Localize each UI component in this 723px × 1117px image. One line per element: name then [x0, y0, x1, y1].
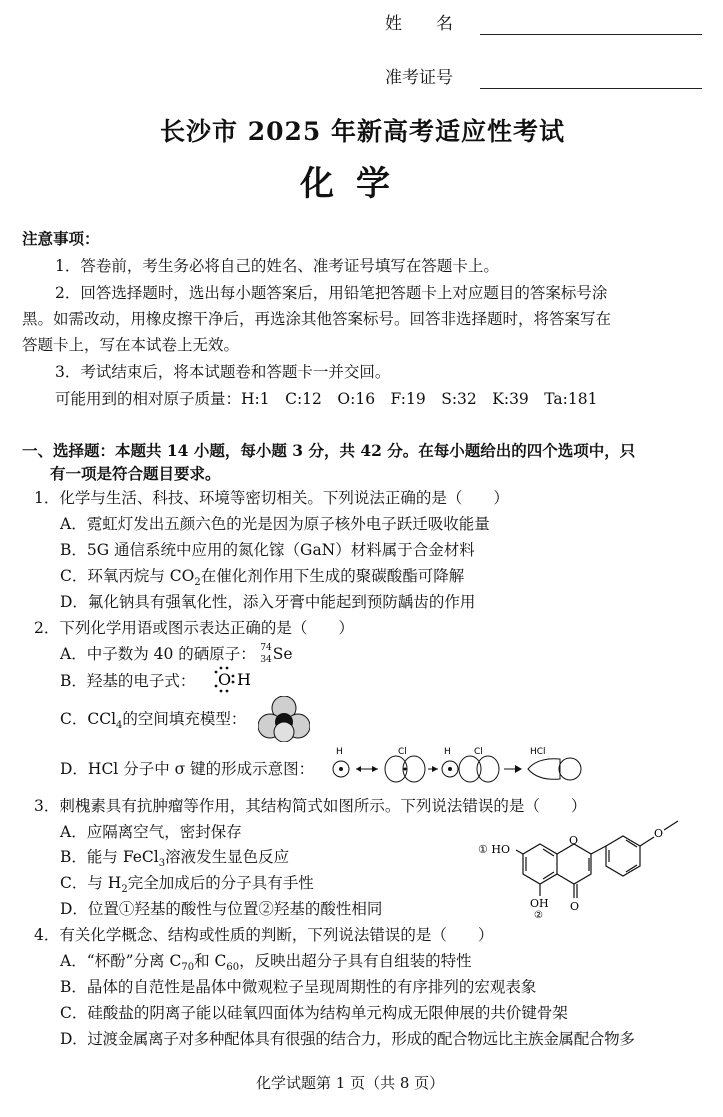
- q4-option-b: B．晶体的自范性是晶体中微观粒子呈现周期性的有序排列的宏观表象: [60, 978, 537, 996]
- note-3: 3．考试结束后，将本试题卷和答题卡一并交回。: [55, 363, 391, 381]
- section-heading-cont: 有一项是符合题目要求。: [50, 464, 221, 483]
- q3-option-b: B．能与 FeCl$_3$溶液发生显色反应: [60, 848, 290, 870]
- svg-text:H: H: [336, 747, 343, 757]
- name-label: 姓 名: [385, 14, 453, 34]
- q1-option-d: D．氟化钠具有强氧化性，添入牙膏中能起到预防龋齿的作用: [60, 593, 476, 611]
- svg-text:②: ②: [534, 910, 543, 920]
- svg-text:H: H: [237, 670, 251, 689]
- svg-text:HCl: HCl: [530, 747, 546, 757]
- q2-option-b: B．羟基的电子式：: [60, 672, 196, 690]
- svg-text:Cl: Cl: [474, 747, 483, 757]
- ccl4-space-filling-model: [258, 696, 310, 742]
- q4-option-a: A．“杯酚”分离 $C_{70}$和 $C_{60}$，反映出超分子具有自组装的特性: [60, 952, 472, 974]
- hydroxyl-electron-formula: [210, 664, 260, 694]
- svg-text:O: O: [570, 900, 580, 913]
- acacetin-structure: [478, 808, 700, 920]
- q1-option-b: B．5G 通信系统中应用的氮化镓（GaN）材料属于合金材料: [60, 541, 475, 559]
- page-footer: 化学试题第 1 页（共 8 页）: [256, 1074, 445, 1092]
- q1-option-a: A．霓虹灯发出五颜六色的光是因为原子核外电子跃迁吸收能量: [60, 515, 490, 533]
- exam-title: 长沙市 2025 年新高考适应性考试: [160, 117, 565, 146]
- id-blank: [480, 88, 702, 89]
- q3-option-c: C．与 $H_2$完全加成后的分子具有手性: [60, 874, 314, 896]
- q4-option-d: D．过渡金属离子对多种配体具有很强的结合力，形成的配合物远比主族金属配合物多: [60, 1030, 635, 1048]
- q3-option-a: A．应隔离空气，密封保存: [60, 823, 242, 841]
- note-2a: 2．回答选择题时，选出每小题答案后，用铅笔把答题卡上对应题目的答案标号涂: [55, 284, 608, 302]
- svg-text:O: O: [569, 834, 579, 847]
- note-1: 1．答卷前，考生务必将自己的姓名、准考证号填写在答题卡上。: [55, 257, 499, 275]
- id-label: 准考证号: [385, 68, 453, 88]
- subject-title: 化学: [300, 164, 412, 204]
- section-heading: 一、选择题：本题共 14 小题，每小题 3 分，共 42 分。在每小题给出的四个选项中，只: [22, 441, 636, 460]
- svg-text:O: O: [654, 827, 664, 840]
- note-2b: 黑。如需改动，用橡皮擦干净后，再选涂其他答案标号。回答非选择题时，将答案写在: [22, 310, 612, 328]
- q3-stem: 3．刺槐素具有抗肿瘤等作用，其结构简式如图所示。下列说法错误的是（ ）: [34, 797, 587, 815]
- q1-option-c: C．环氧丙烷与 $CO_2$在催化剂作用下生成的聚碳酸酯可降解: [60, 567, 465, 589]
- svg-text:H: H: [444, 747, 451, 757]
- q2-option-d: D．HCl 分子中 σ 键的形成示意图：: [60, 760, 315, 778]
- note-2c: 答题卡上，写在本试卷上无效。: [22, 336, 240, 354]
- svg-text:Cl: Cl: [398, 747, 407, 757]
- q2-stem: 2．下列化学用语或图示表达正确的是（ ）: [34, 619, 354, 637]
- svg-text:O: O: [218, 670, 232, 689]
- notes-heading: 注意事项：: [22, 229, 100, 248]
- q3-option-d: D．位置①羟基的酸性与位置②羟基的酸性相同: [60, 900, 383, 918]
- svg-text:① HO: ① HO: [478, 843, 510, 856]
- q2-option-a: A．中子数为 40 的硒原子： 74 34 Se: [60, 643, 293, 665]
- q1-stem: 1．化学与生活、科技、环境等密切相关。下列说法正确的是（ ）: [34, 489, 509, 507]
- selenium-nuclide: 74 34: [260, 643, 272, 665]
- q4-stem: 4．有关化学概念、结构或性质的判断，下列说法错误的是（ ）: [34, 926, 494, 944]
- name-blank: [480, 34, 702, 35]
- hcl-sigma-bond-diagram: [328, 744, 598, 786]
- q2-option-c: C．CCl$_4$的空间填充模型：: [60, 710, 247, 732]
- atomic-masses: 可能用到的相对原子质量：H:1 C:12 O:16 F:19 S:32 K:39 Ta:181: [55, 390, 598, 408]
- q4-option-c: C．硅酸盐的阴离子能以硅氧四面体为结构单元构成无限伸展的共价键骨架: [60, 1004, 568, 1022]
- svg-text:OH: OH: [530, 897, 549, 910]
